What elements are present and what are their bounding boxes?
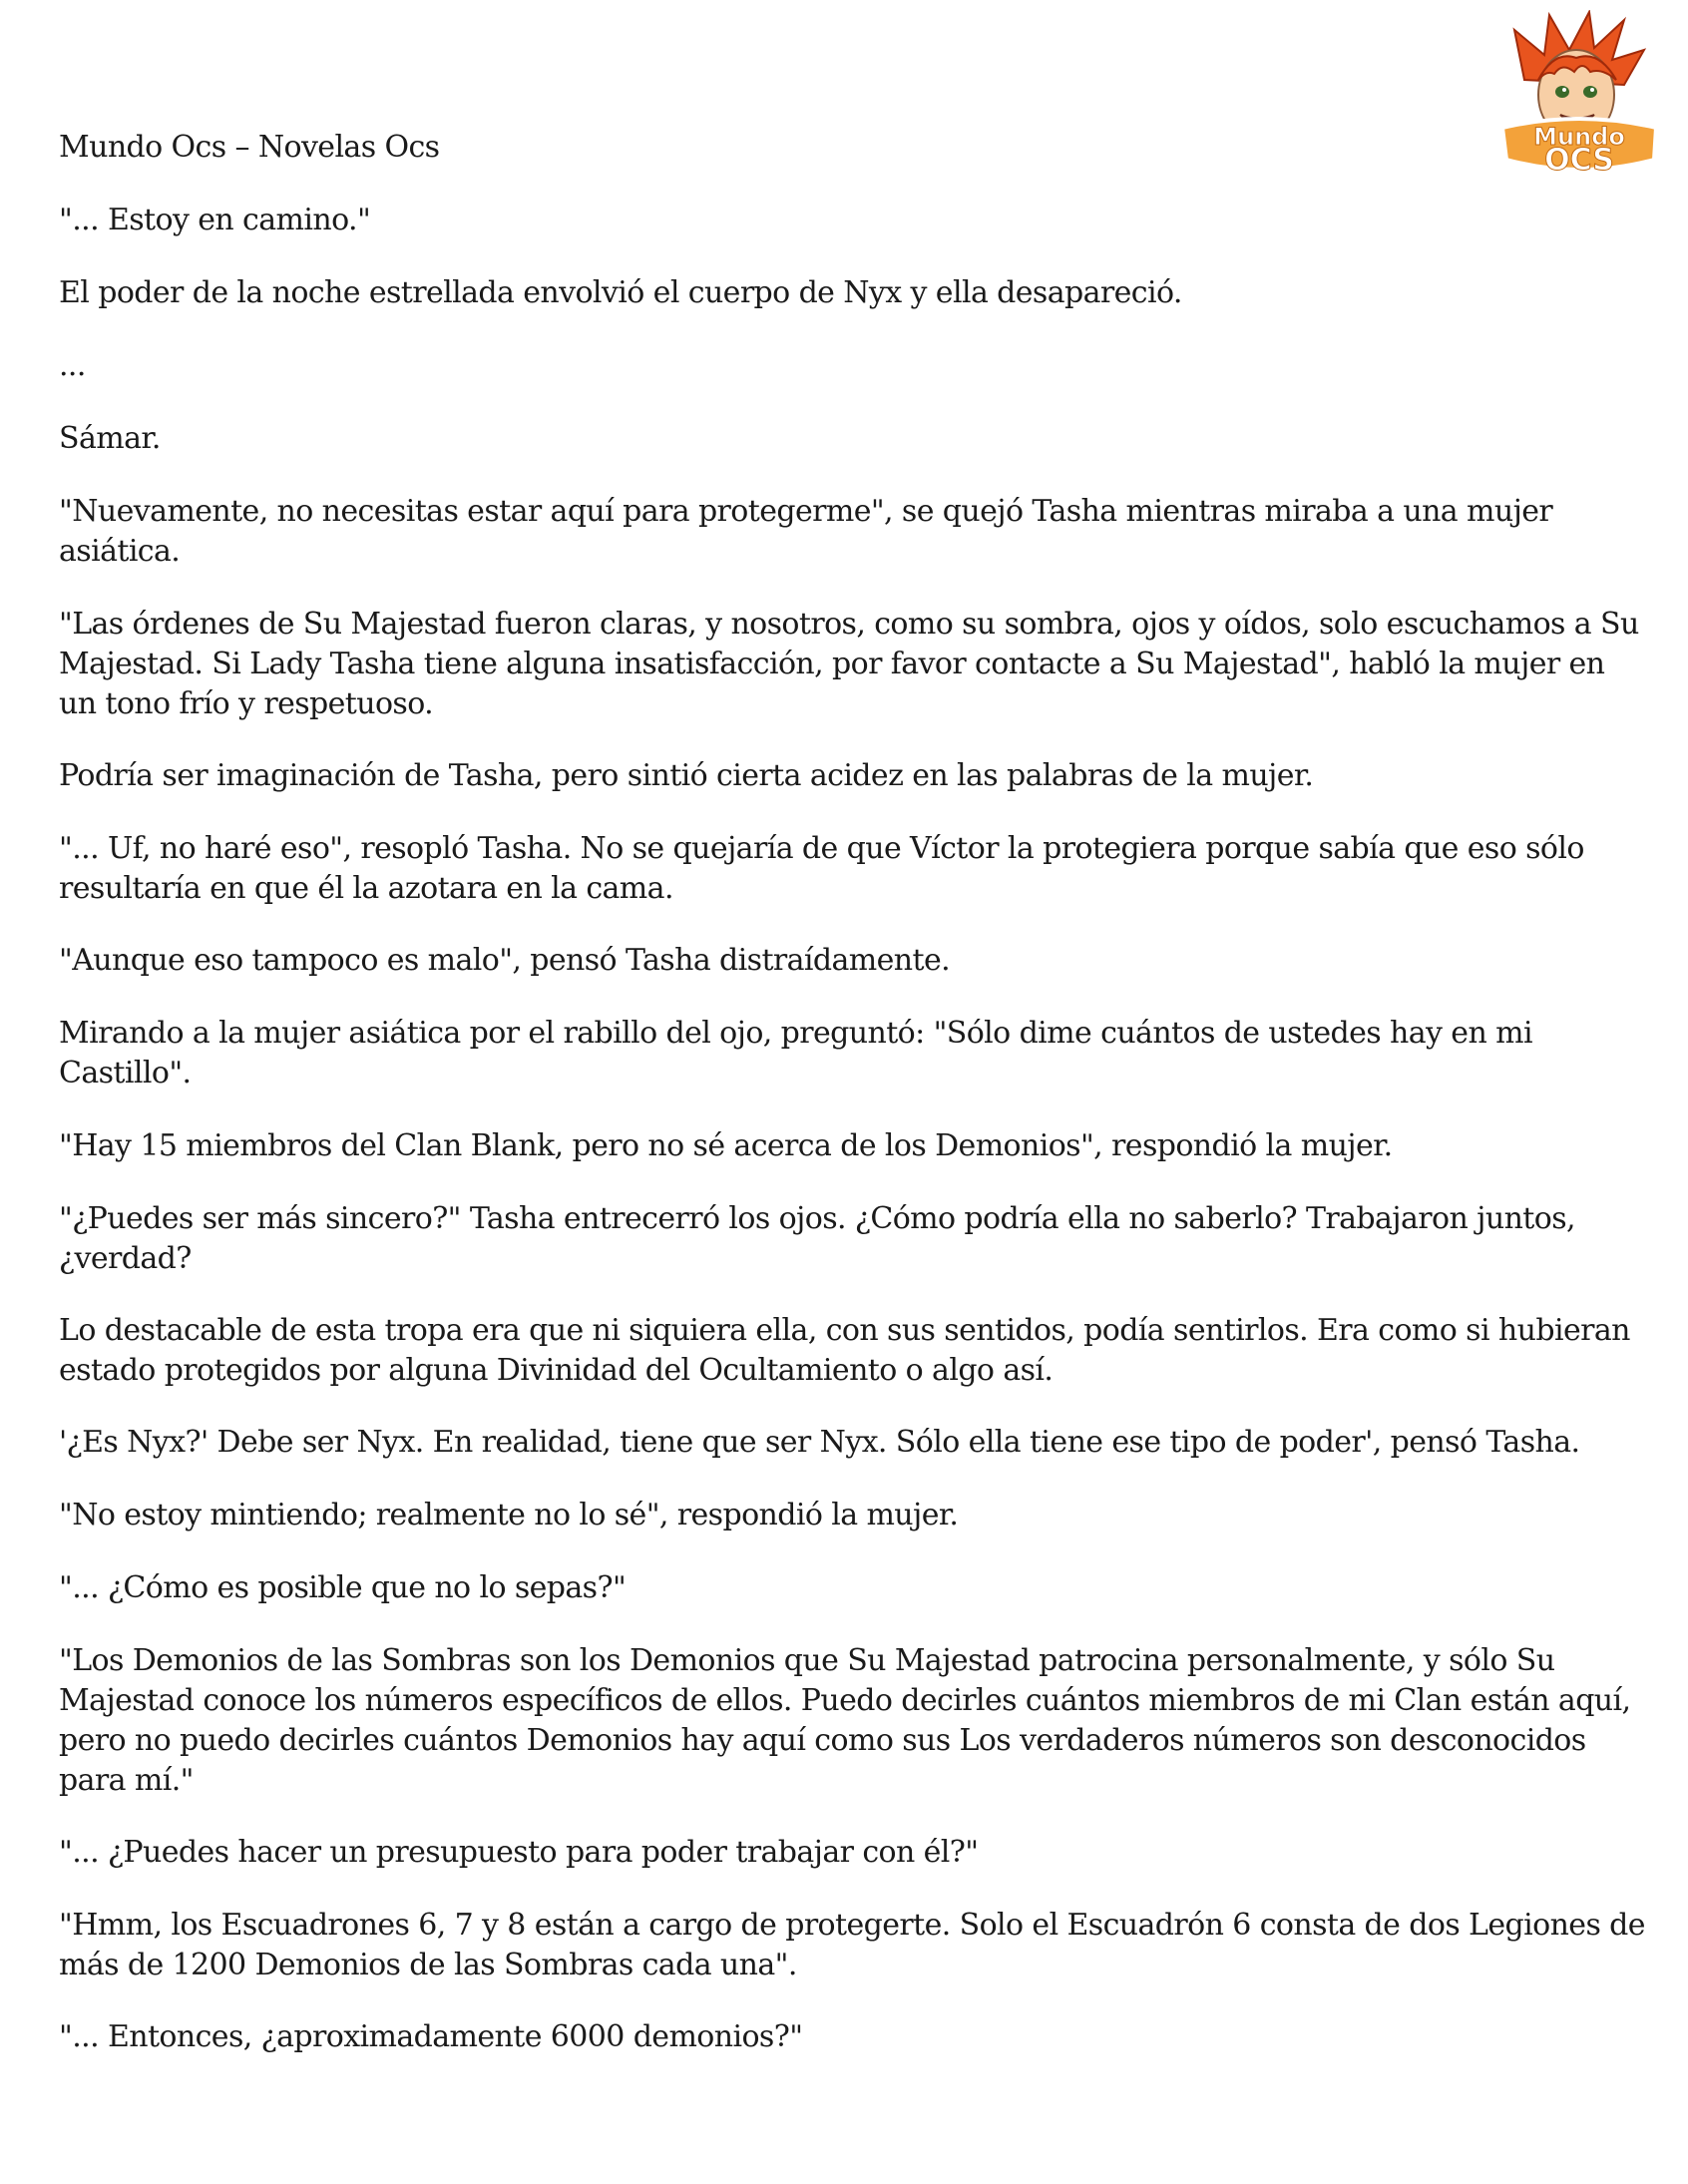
site-title: Mundo Ocs – Novelas Ocs (59, 130, 440, 165)
paragraph: "... Estoy en camino." (59, 203, 371, 237)
paragraph: Podría ser imaginación de Tasha, pero sintió cierta acidez en las palabras de la mujer. (59, 758, 1314, 793)
document-body (59, 128, 1645, 2090)
paragraph: "... Uf, no haré eso", resopló Tasha. No se quejaría de que Víctor la protegiera porque sabía que eso sólo resultaría en que él la azotara en la cama. (59, 831, 1584, 906)
paragraph: "Las órdenes de Su Majestad fueron claras, y nosotros, como su sombra, ojos y oídos, solo escuchamos a Su Majestad. Si Lady Tasha tiene alguna insatisfacción, por favor contacte a Su Majestad", habló la mujer en un tono frío y respetuoso. (59, 607, 1639, 721)
paragraph: "Aunque eso tampoco es malo", pensó Tasha distraídamente. (59, 943, 951, 978)
paragraph-ellipsis: ... (59, 348, 86, 383)
paragraph: "Hmm, los Escuadrones 6, 7 y 8 están a cargo de protegerte. Solo el Escuadrón 6 consta de dos Legiones de más de 1200 Demonios de las Sombras cada una". (59, 1908, 1645, 1982)
paragraph: '¿Es Nyx?' Debe ser Nyx. En realidad, tiene que ser Nyx. Sólo ella tiene ese tipo de poder', pensó Tasha. (59, 1425, 1580, 1460)
paragraph: "Los Demonios de las Sombras son los Demonios que Su Majestad patrocina personalmente, y sólo Su Majestad conoce los números específicos de ellos. Puedo decirles cuántos miembros de mi Clan están aquí, pero no puedo decirles cuántos Demonios hay aquí como sus Los verdaderos números son desconocidos para mí." (59, 1643, 1631, 1798)
paragraph: "No estoy mintiendo; realmente no lo sé", respondió la mujer. (59, 1498, 959, 1532)
paragraph: "... Entonces, ¿aproximadamente 6000 demonios?" (59, 2019, 803, 2054)
svg-text:Mundo: Mundo (1533, 123, 1625, 151)
paragraph: Lo destacable de esta tropa era que ni siquiera ella, con sus sentidos, podía sentirlos. Era como si hubieran estado protegidos por alguna Divinidad del Ocultamiento o algo así. (59, 1313, 1630, 1388)
paragraph: Sámar. (59, 421, 161, 456)
paragraph: El poder de la noche estrellada envolvió el cuerpo de Nyx y ella desapareció. (59, 275, 1182, 310)
paragraph: "Nuevamente, no necesitas estar aquí para protegerme", se quejó Tasha mientras miraba a una mujer asiática. (59, 494, 1553, 569)
paragraph: "Hay 15 miembros del Clan Blank, pero no sé acerca de los Demonios", respondió la mujer. (59, 1128, 1393, 1163)
paragraph: "... ¿Cómo es posible que no lo sepas?" (59, 1570, 627, 1605)
paragraph: Mirando a la mujer asiática por el rabillo del ojo, preguntó: "Sólo dime cuántos de ustedes hay en mi Castillo". (59, 1016, 1532, 1091)
paragraph: "¿Puedes ser más sincero?" Tasha entrecerró los ojos. ¿Cómo podría ella no saberlo? Trabajaron juntos, ¿verdad? (59, 1201, 1575, 1276)
svg-text:OCS: OCS (1544, 143, 1614, 178)
paragraph: "... ¿Puedes hacer un presupuesto para poder trabajar con él?" (59, 1835, 979, 1870)
